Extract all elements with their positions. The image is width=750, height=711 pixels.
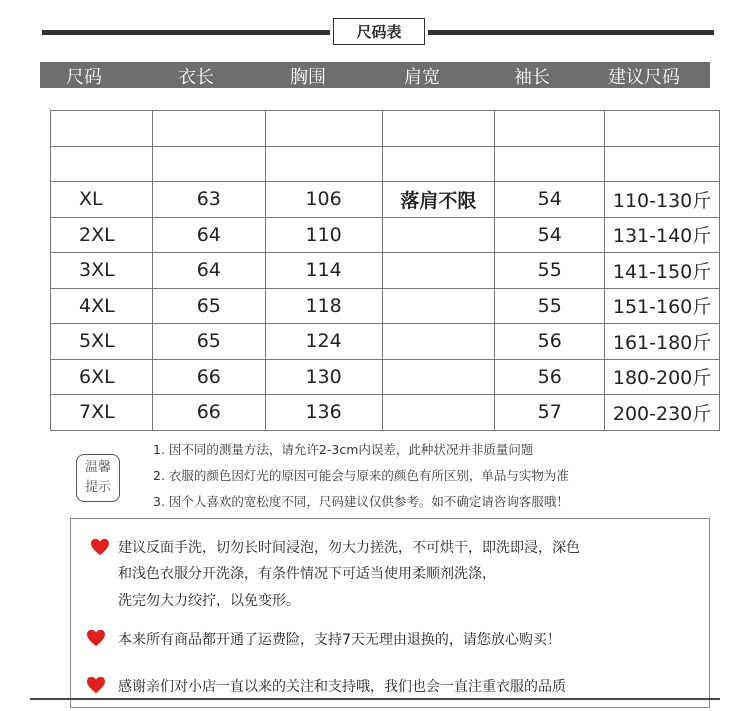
cell-chest: 110: [265, 217, 382, 253]
cell-suggest: 161-180斤: [605, 324, 720, 360]
cell-chest: 124: [265, 324, 382, 360]
tips-badge-line: 提示: [84, 480, 111, 495]
title-rule-right: [428, 30, 714, 35]
header-size: 尺码: [66, 67, 102, 88]
cell-shoulder: [382, 359, 495, 395]
tips-badge-line: 温馨: [84, 460, 111, 475]
cell-chest: 130: [265, 359, 382, 395]
cell-suggest: 151-160斤: [605, 288, 720, 324]
cell-chest: [265, 111, 382, 147]
tip-line: 3. 因个人喜欢的宽松度不同，尺码建议仅供参考。如不确定请咨询客服哦！: [153, 494, 569, 509]
cell-suggest: [605, 111, 720, 147]
cell-size: 6XL: [51, 359, 153, 395]
cell-suggest: 200-230斤: [605, 395, 720, 431]
cell-length: 66: [152, 359, 265, 395]
title-rule-left: [42, 30, 330, 35]
cell-shoulder: [382, 111, 495, 147]
table-row: [51, 146, 720, 182]
cell-shoulder: [382, 288, 495, 324]
cell-sleeve: [495, 146, 605, 182]
table-row: [51, 182, 720, 218]
notice-line: 洗完勿大力绞拧，以免变形。: [118, 593, 300, 609]
size-table: [50, 110, 720, 431]
cell-suggest: 131-140斤: [605, 217, 720, 253]
table-row: [51, 111, 720, 147]
bottom-rule: [30, 698, 720, 700]
table-row: [51, 217, 720, 253]
cell-chest: 106: [265, 182, 382, 218]
cell-suggest: 141-150斤: [605, 253, 720, 289]
cell-size: 5XL: [51, 324, 153, 360]
cell-shoulder: [382, 217, 495, 253]
cell-sleeve: 57: [495, 395, 605, 431]
cell-size: 3XL: [51, 253, 153, 289]
heart-icon: [90, 538, 110, 556]
notice-line: 建议反面手洗，切勿长时间浸泡，勿大力搓洗，不可烘干，即洗即浸，深色: [118, 540, 580, 556]
cell-size: 2XL: [51, 217, 153, 253]
cell-sleeve: 56: [495, 324, 605, 360]
table-row: [51, 395, 720, 431]
cell-length: 64: [152, 217, 265, 253]
header-shoulder: 肩宽: [404, 67, 440, 88]
cell-sleeve: [495, 111, 605, 147]
table-header-band: [40, 62, 710, 88]
cell-length: 65: [152, 324, 265, 360]
cell-size: 4XL: [51, 288, 153, 324]
cell-sleeve: 54: [495, 217, 605, 253]
cell-shoulder: 落肩不限: [382, 182, 495, 218]
cell-chest: 114: [265, 253, 382, 289]
tip-line: 1. 因不同的测量方法，请允许2-3cm内误差，此种状况并非质量问题: [153, 442, 534, 457]
cell-chest: 136: [265, 395, 382, 431]
cell-length: [152, 111, 265, 147]
cell-length: 65: [152, 288, 265, 324]
notice-line: 感谢亲们对小店一直以来的关注和支持哦，我们也会一直注重衣服的品质: [118, 679, 566, 695]
cell-size: 7XL: [51, 395, 153, 431]
header-chest: 胸围: [290, 67, 326, 88]
cell-length: 63: [152, 182, 265, 218]
cell-shoulder: [382, 146, 495, 182]
page-title: 尺码表: [333, 18, 425, 45]
header-suggest: 建议尺码: [608, 67, 680, 88]
tip-line: 2. 衣服的颜色因灯光的原因可能会与原来的颜色有所区别，单品与实物为准: [153, 468, 569, 483]
heart-icon: [86, 629, 106, 647]
cell-size: [51, 146, 153, 182]
cell-shoulder: [382, 253, 495, 289]
notice-line: 本来所有商品都开通了运费险，支持7天无理由退换的，请您放心购买！: [118, 632, 561, 648]
cell-length: 64: [152, 253, 265, 289]
cell-size: [51, 111, 153, 147]
cell-length: 66: [152, 395, 265, 431]
cell-sleeve: 55: [495, 253, 605, 289]
table-row: [51, 288, 720, 324]
cell-suggest: 110-130斤: [605, 182, 720, 218]
cell-sleeve: 56: [495, 359, 605, 395]
table-row: [51, 253, 720, 289]
table-row: [51, 359, 720, 395]
cell-suggest: [605, 146, 720, 182]
cell-length: [152, 146, 265, 182]
tips-badge: [76, 454, 120, 502]
header-sleeve: 袖长: [514, 67, 550, 88]
cell-sleeve: 55: [495, 288, 605, 324]
cell-shoulder: [382, 324, 495, 360]
table-row: [51, 324, 720, 360]
cell-suggest: 180-200斤: [605, 359, 720, 395]
cell-size: XL: [51, 182, 153, 218]
cell-chest: 118: [265, 288, 382, 324]
cell-sleeve: 54: [495, 182, 605, 218]
notice-line: 和浅色衣服分开洗涤，有条件情况下可适当使用柔顺剂洗涤，: [118, 566, 496, 582]
cell-chest: [265, 146, 382, 182]
header-length: 衣长: [178, 67, 214, 88]
cell-shoulder: [382, 395, 495, 431]
heart-icon: [86, 676, 106, 694]
